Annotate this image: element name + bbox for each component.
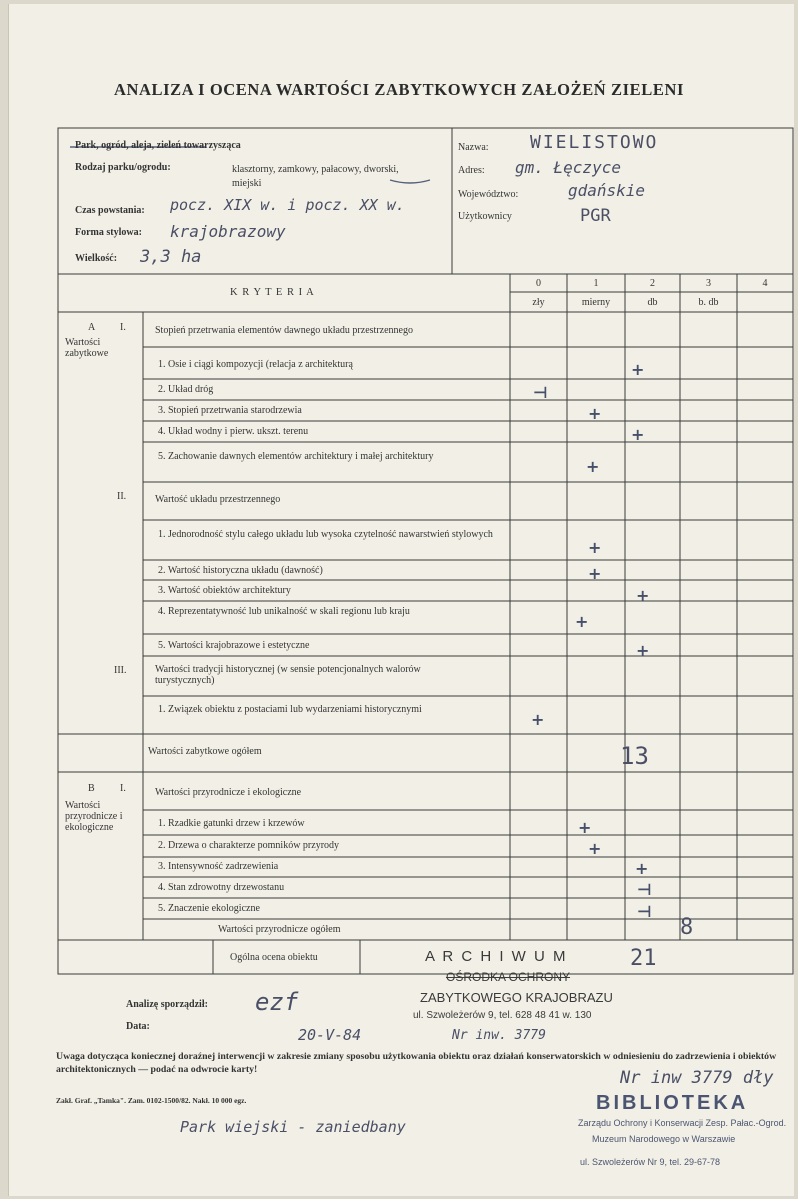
item-b-5: 5. Znaczenie ekologiczne	[158, 903, 260, 914]
print-info: Zakł. Graf. „Tamka". Zam. 0102-1500/82. Nakł. 10 000 egz.	[56, 1096, 247, 1105]
section-b-title: Wartości przyrodnicze i ekologiczne	[155, 787, 302, 798]
park-type-label: Park, ogród, aleja, zieleń towarzysząca	[75, 140, 241, 151]
item-a2-2: 2. Wartość historyczna układu (dawność)	[158, 565, 323, 576]
section-a-name: Wartości zabytkowe	[65, 337, 109, 359]
name-value: WIELISTOWO	[530, 132, 659, 153]
name-label: Nazwa:	[458, 142, 489, 153]
mark-a2-2: +	[588, 564, 602, 583]
score-word-2: db	[647, 297, 658, 308]
mark-a2-3: +	[636, 586, 650, 605]
item-b-2: 2. Drzewa o charakterze pomników przyrody	[158, 840, 340, 851]
kind-options: klasztorny, zamkowy, pałacowy, dworski,	[232, 164, 399, 175]
stamp-line3: ZABYTKOWEGO KRAJOBRAZU	[420, 990, 613, 1005]
users-label: Użytkownicy	[458, 211, 512, 222]
date-value: 20-V-84	[298, 1026, 362, 1044]
score-word-0: zły	[532, 297, 545, 308]
item-a3-1: 1. Związek obiektu z postaciami lub wydarzeniami historycznymi	[158, 704, 422, 715]
item-a2-3: 3. Wartość obiektów architektury	[158, 585, 291, 596]
section-a-total-label: Wartości zabytkowe ogółem	[148, 746, 262, 757]
item-a1-4: 4. Układ wodny i pierw. ukszt. terenu	[158, 426, 309, 437]
score-word-1: mierny	[581, 297, 611, 308]
score-2: 2	[650, 278, 655, 289]
analysis-value: ezf	[255, 988, 299, 1016]
group-a3-title: Wartości tradycji historycznej (w sensie potencjonalnych walorów turystycznych)	[155, 664, 421, 686]
size-label: Wielkość:	[75, 253, 118, 264]
group-a1-title: Stopień przetrwania elementów dawnego układu przestrzennego	[155, 325, 413, 336]
handwritten-note: Park wiejski - zaniedbany	[180, 1118, 406, 1136]
section-a-roman-3: III.	[114, 665, 127, 676]
mark-a1-4: +	[631, 425, 645, 444]
item-b-4: 4. Stan zdrowotny drzewostanu	[158, 882, 285, 893]
item-a1-3: 3. Stopień przetrwania starodrzewia	[158, 405, 302, 416]
item-b-3: 3. Intensywność zadrzewienia	[158, 861, 279, 872]
period-value: pocz. XIX w. i pocz. XX w.	[170, 196, 405, 214]
style-value: krajobrazowy	[170, 222, 286, 241]
item-a1-5: 5. Zachowanie dawnych elementów architektury i małej architektury	[158, 451, 434, 462]
library-line4: ul. Szwoleżerów Nr 9, tel. 29-67-78	[580, 1157, 721, 1167]
intervention-note: Uwaga dotycząca koniecznej doraźnej interwencji w zakresie zmiany sposobu użytkowania obiektu oraz działań konserwatorskich w odniesieniu do zadrzewienia i obiektów architektonicznych — podać na odwrocie karty!	[56, 1051, 777, 1075]
kind-options-2: miejski	[232, 178, 262, 189]
item-a2-1: 1. Jednorodność stylu całego układu lub wysoka czytelność nawarstwień stylowych	[158, 529, 493, 540]
mark-a1-3: +	[588, 404, 602, 423]
item-a1-1: 1. Osie i ciągi kompozycji (relacja z architekturą	[158, 359, 353, 370]
users-value: PGR	[580, 206, 611, 226]
mark-a2-1: +	[588, 538, 602, 557]
score-1: 1	[593, 278, 599, 289]
mark-b-1: +	[578, 818, 592, 837]
score-4: 4	[762, 278, 768, 289]
section-b-name: Wartości przyrodnicze i ekologiczne	[65, 800, 123, 833]
item-a1-2: 2. Układ dróg	[158, 384, 214, 395]
section-a-letter: A	[88, 322, 96, 333]
voivodeship-value: gdańskie	[568, 181, 646, 200]
section-b-total-value: 8	[680, 915, 694, 940]
mark-a1-1: +	[631, 360, 645, 379]
mark-a1-5: +	[586, 457, 600, 476]
group-a2-title: Wartość układu przestrzennego	[155, 494, 281, 505]
period-label: Czas powstania:	[75, 205, 145, 216]
item-a2-5: 5. Wartości krajobrazowe i estetyczne	[158, 640, 310, 651]
mark-a2-5: +	[636, 641, 650, 660]
item-b-1: 1. Rzadkie gatunki drzew i krzewów	[158, 818, 305, 829]
section-a-roman-2: II.	[117, 491, 127, 502]
library-line3: Muzeum Narodowego w Warszawie	[592, 1134, 736, 1144]
address-label: Adres:	[458, 165, 485, 176]
mark-b-3: +	[635, 859, 649, 878]
section-b-letter: B	[88, 783, 95, 794]
library-line2: Zarządu Ochrony i Konserwacji Zesp. Pałac.-Ogrod.	[578, 1118, 787, 1128]
overall-value: 21	[630, 946, 657, 971]
kind-label: Rodzaj parku/ogrodu:	[75, 162, 171, 173]
mark-b-5: ⊣	[637, 902, 652, 921]
style-label: Forma stylowa:	[75, 227, 142, 238]
inventory-value: Nr inw. 3779	[452, 1028, 546, 1043]
section-a-total-value: 13	[620, 742, 649, 770]
score-3: 3	[706, 278, 711, 289]
analysis-label: Analizę sporządził:	[126, 999, 208, 1010]
stamp-archive: A R C H I W U M	[425, 948, 568, 965]
library-stamp: BIBLIOTEKA	[596, 1092, 749, 1114]
score-word-3: b. db	[698, 297, 719, 308]
size-value: 3,3 ha	[140, 247, 202, 267]
voivodeship-label: Województwo:	[458, 189, 519, 200]
mark-a2-4: +	[575, 612, 589, 631]
mark-a3-1: +	[531, 710, 545, 729]
section-b-total-label: Wartości przyrodnicze ogółem	[218, 924, 341, 935]
section-b-roman: I.	[120, 783, 126, 794]
criteria-header: K R Y T E R I A	[230, 287, 315, 298]
stamp-line2: OŚRODKA OCHRONY	[446, 970, 571, 984]
score-0: 0	[536, 278, 541, 289]
section-a-roman: I.	[120, 322, 126, 333]
item-a2-4: 4. Reprezentatywność lub unikalność w skali regionu lub kraju	[158, 606, 410, 617]
date-label: Data:	[126, 1021, 150, 1032]
stamp-line4: ul. Szwoleżerów 9, tel. 628 48 41 w. 130	[413, 1010, 592, 1021]
mark-a1-2: ⊣	[533, 383, 548, 402]
library-number: Nr inw 3779 dły	[620, 1068, 774, 1088]
mark-b-4: ⊣	[637, 880, 652, 899]
address-value: gm. Łęczyce	[515, 158, 621, 177]
form-title: ANALIZA I OCENA WARTOŚCI ZABYTKOWYCH ZAŁOŻEŃ ZIELENI	[113, 80, 685, 99]
mark-b-2: +	[588, 839, 602, 858]
overall-label: Ogólna ocena obiektu	[230, 952, 318, 963]
